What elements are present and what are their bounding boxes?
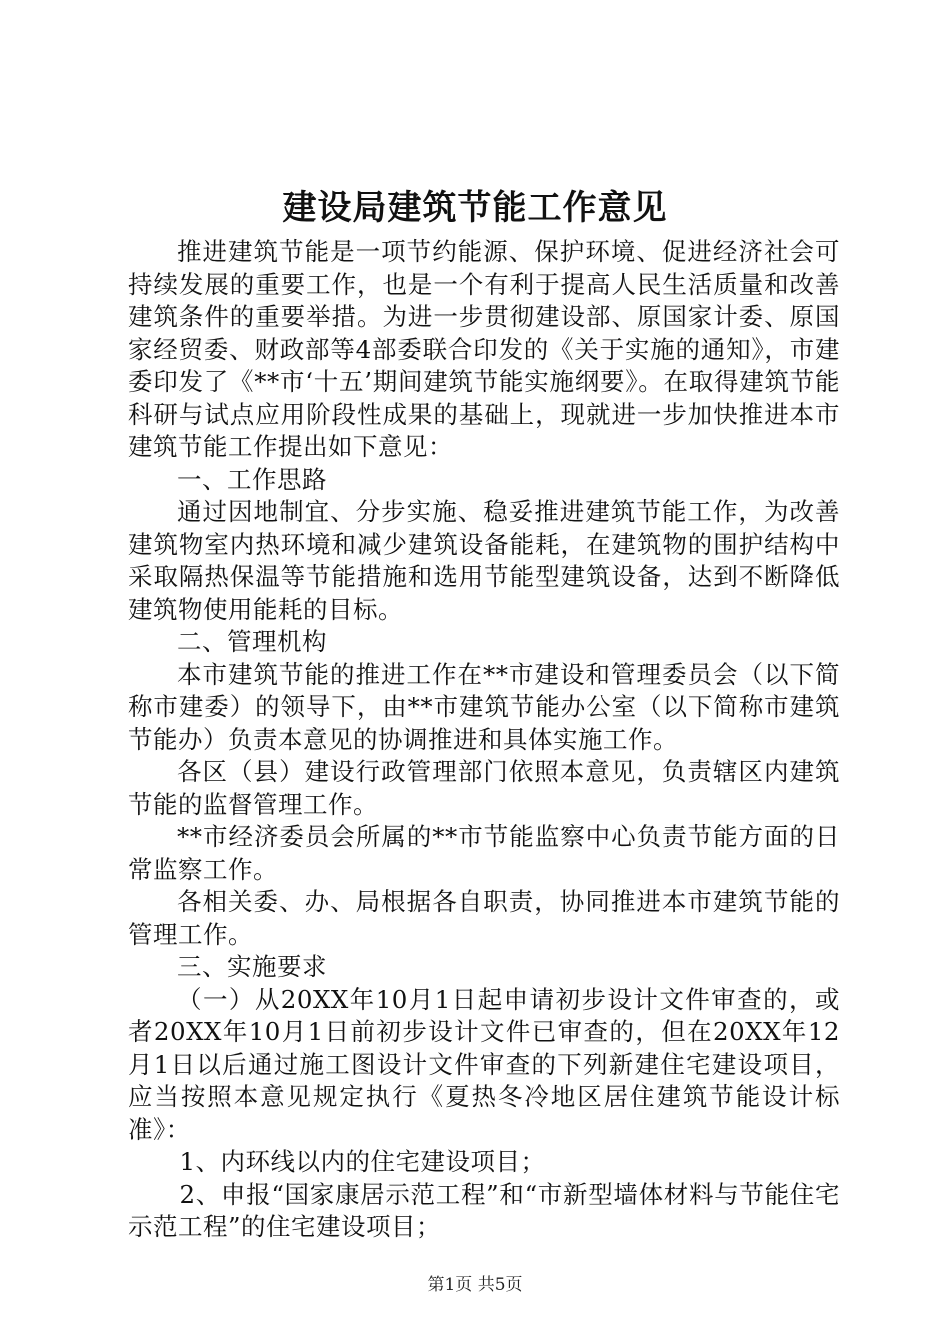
section-heading-2: 二、管理机构 (177, 627, 327, 656)
management-paragraph-3: **市经济委员会所属的**市节能监察中心负责节能方面的日常监察工作。 (128, 822, 840, 884)
management-paragraph-4: 各相关委、办、局根据各自职责，协同推进本市建筑节能的管理工作。 (128, 887, 840, 949)
requirement-paragraph-1: （一）从20XX年10月1日起申请初步设计文件审查的，或者20XX年10月1日前初步设计文件已审查的，但在20XX年12月1日以后通过施工图设计文件审查的下列新建住宅建设项目，应当按照本意见规定执行《夏热冬冷地区居住建筑节能设计标准》： (128, 984, 840, 1144)
list-item: 1、内环线以内的住宅建设项目； (179, 1147, 546, 1176)
list-item: 2、申报“国家康居示范工程”和“市新型墙体材料与节能住宅示范工程”的住宅建设项目； (128, 1179, 840, 1241)
management-paragraph-2: 各区（县）建设行政管理部门依照本意见，负责辖区内建筑节能的监督管理工作。 (128, 757, 840, 819)
section-heading-3: 三、实施要求 (177, 952, 327, 981)
intro-paragraph: 推进建筑节能是一项节约能源、保护环境、促进经济社会可持续发展的重要工作，也是一个有利于提高人民生活质量和改善建筑条件的重要举措。为进一步贯彻建设部、原国家计委、原国家经贸委、财政部等4部委联合印发的《关于实施的通知》，市建委印发了《**市‘十五’期间建筑节能实施纲要》。在取得建筑节能科研与试点应用阶段性成果的基础上，现就进一步加快推进本市建筑节能工作提出如下意见： (128, 237, 840, 461)
management-paragraph-1: 本市建筑节能的推进工作在**市建设和管理委员会（以下简称市建委）的领导下，由**市建筑节能办公室（以下简称市建筑节能办）负责本意见的协调推进和具体实施工作。 (128, 659, 840, 754)
section-heading-1: 一、工作思路 (177, 464, 327, 494)
document-body (128, 236, 840, 1244)
document-title: 建设局建筑节能工作意见 (282, 188, 668, 228)
work-approach-paragraph: 通过因地制宜、分步实施、稳妥推进建筑节能工作，为改善建筑物室内热环境和减少建筑设备能耗，在建筑物的围护结构中采取隔热保温等节能措施和选用节能型建筑设备，达到不断降低建筑物使用能耗的目标。 (128, 497, 840, 624)
page-number-footer: 第1页 共5页 (427, 1275, 523, 1295)
